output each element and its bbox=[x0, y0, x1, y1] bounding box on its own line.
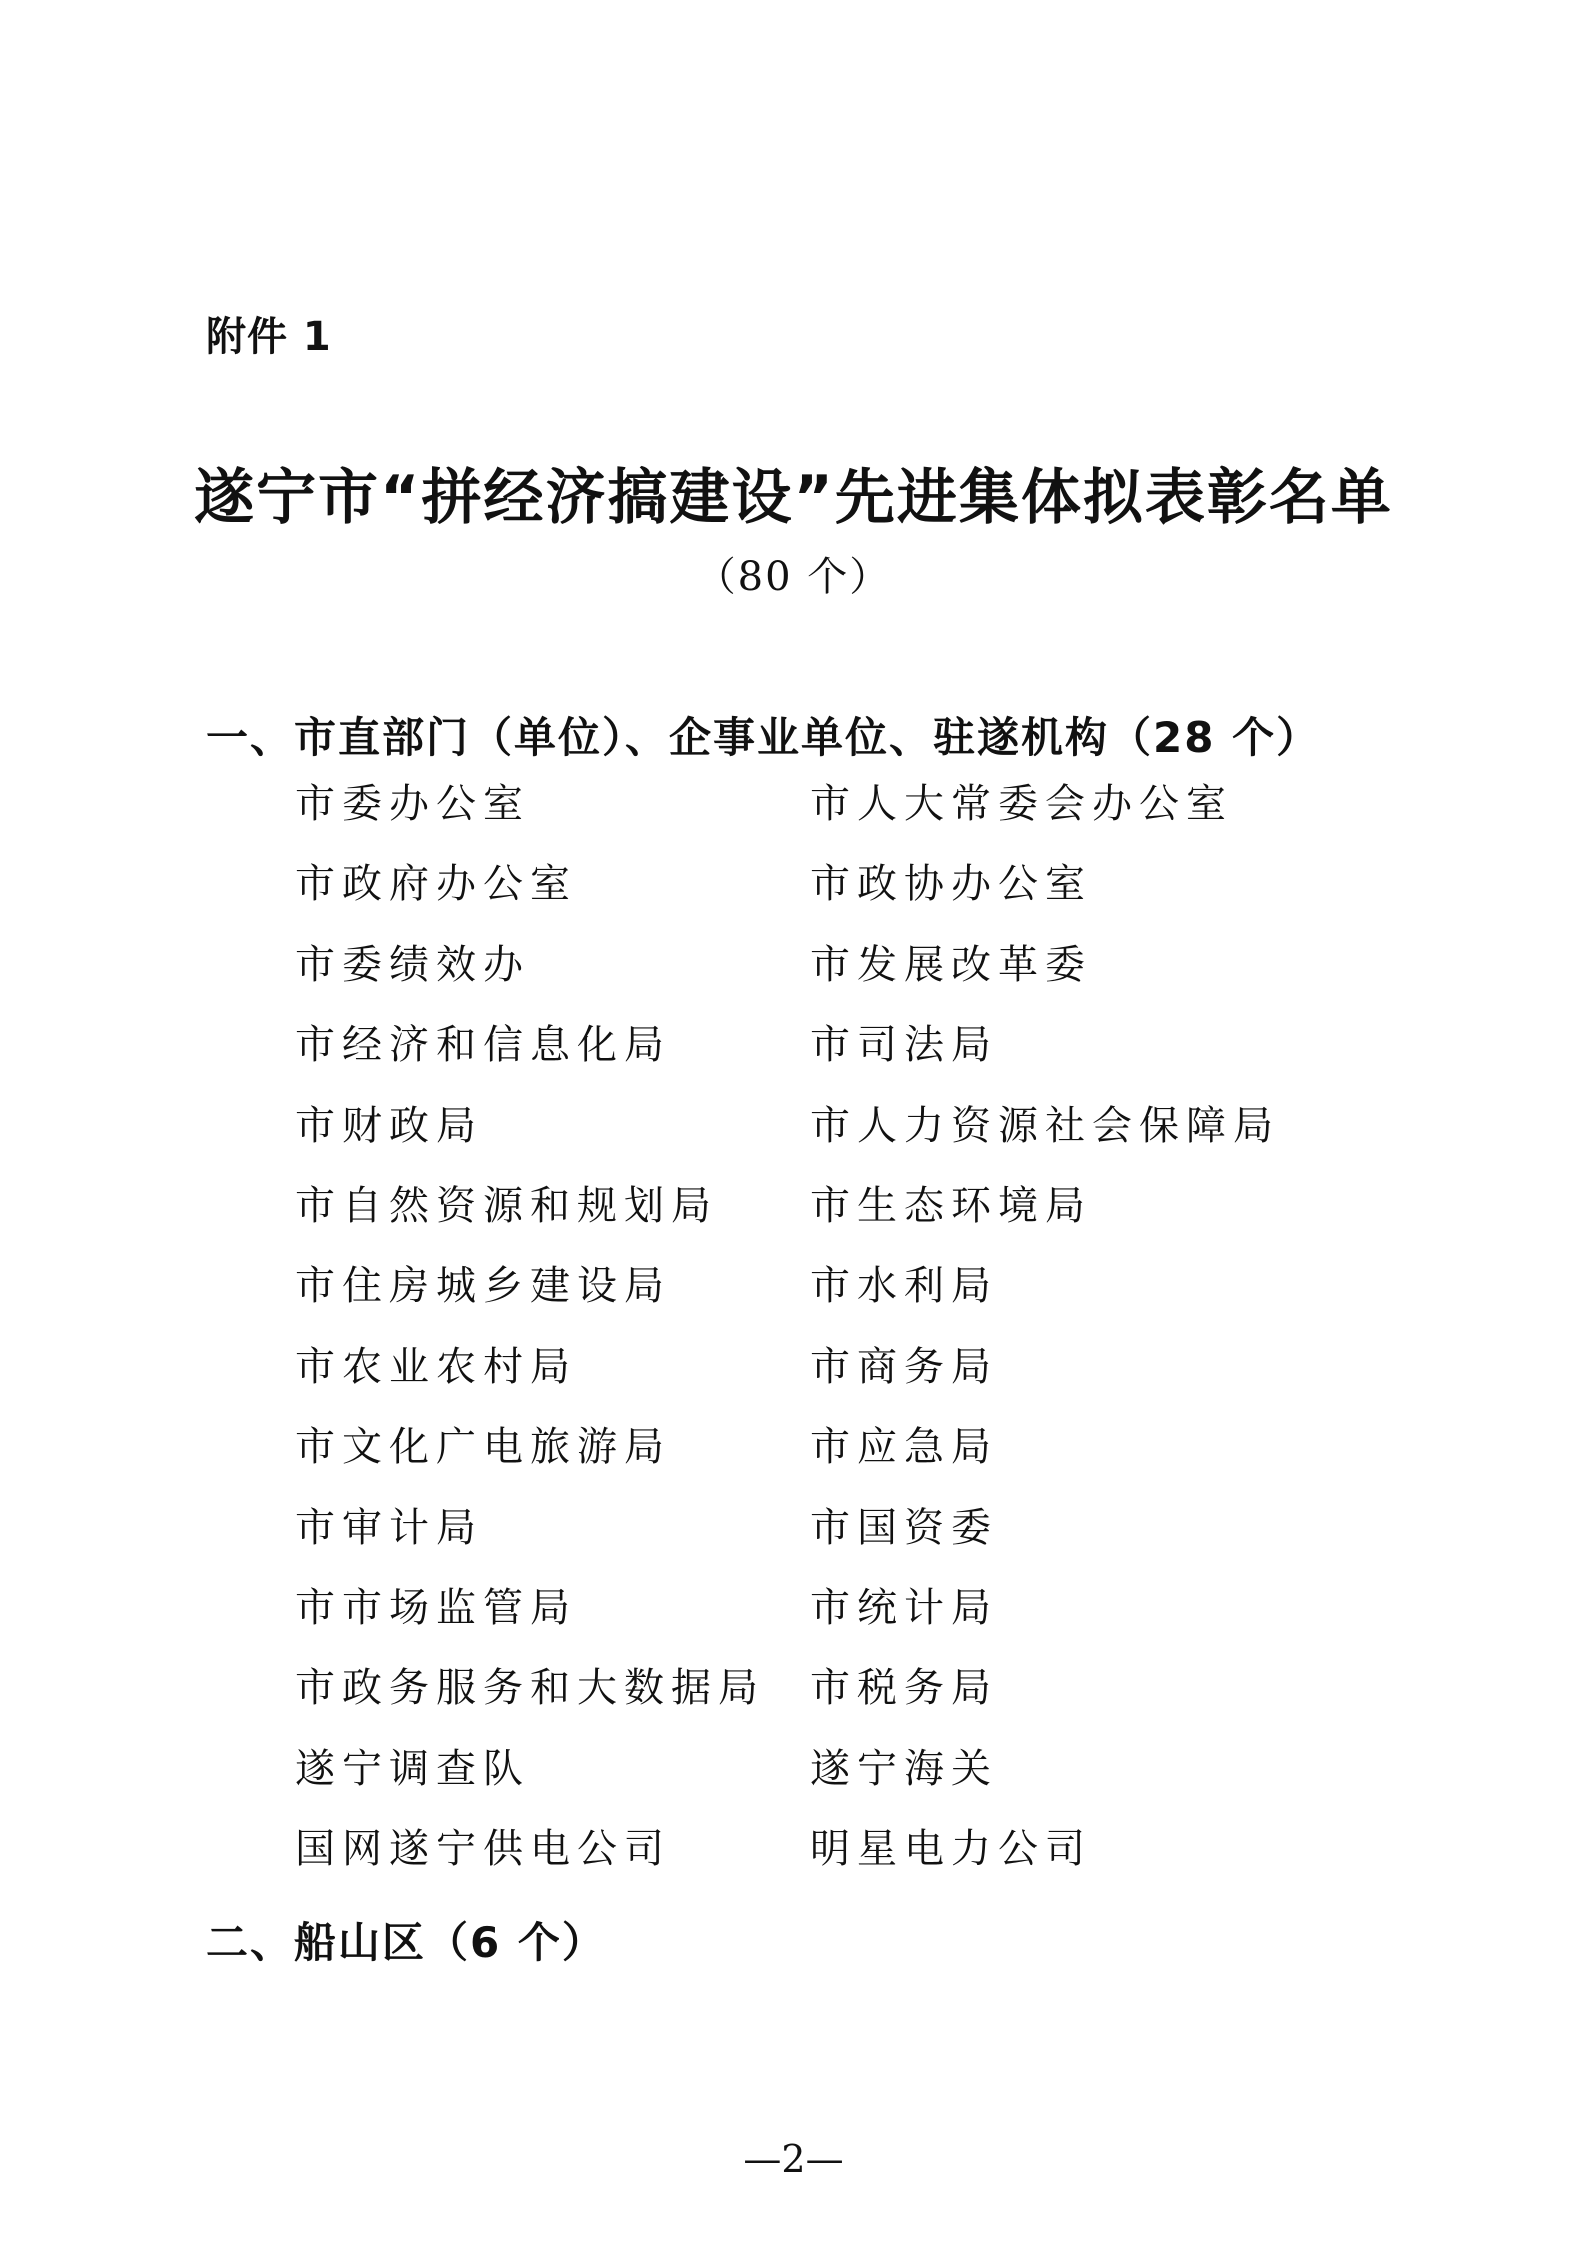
list-item: 市人大常委会办公室 bbox=[810, 781, 1233, 827]
list-item: 市发展改革委 bbox=[810, 941, 1092, 988]
total-count: （80 个） bbox=[695, 554, 892, 600]
list-item: 市财政局 bbox=[295, 1102, 483, 1149]
page-number: —2— bbox=[743, 2137, 844, 2181]
list-item: 市政务服务和大数据局 bbox=[295, 1665, 765, 1712]
list-item: 市市场监管局 bbox=[295, 1584, 577, 1631]
list-item: 市委绩效办 bbox=[295, 941, 530, 988]
list-item: 市委办公室 bbox=[295, 781, 530, 827]
list-item: 市文化广电旅游局 bbox=[295, 1424, 671, 1471]
municipal-units-list bbox=[295, 780, 1330, 1905]
list-item: 市税务局 bbox=[810, 1665, 998, 1712]
list-item: 市自然资源和规划局 bbox=[295, 1182, 718, 1229]
list-item: 国网遂宁供电公司 bbox=[295, 1826, 671, 1873]
list-item: 市人力资源社会保障局 bbox=[810, 1102, 1280, 1149]
attachment-label: 附件 1 bbox=[206, 314, 332, 360]
list-item: 市政协办公室 bbox=[810, 861, 1092, 908]
list-item: 市农业农村局 bbox=[295, 1343, 577, 1390]
list-item: 市政府办公室 bbox=[295, 861, 577, 908]
list-item: 市应急局 bbox=[810, 1424, 998, 1471]
list-item: 市审计局 bbox=[295, 1504, 483, 1551]
section-heading-chuanshan: 二、船山区（6 个） bbox=[206, 1918, 606, 1967]
list-item: 明星电力公司 bbox=[810, 1826, 1092, 1873]
list-item: 市经济和信息化局 bbox=[295, 1022, 671, 1069]
list-item: 市生态环境局 bbox=[810, 1182, 1092, 1229]
list-item: 市国资委 bbox=[810, 1504, 998, 1551]
list-item: 市司法局 bbox=[810, 1022, 998, 1069]
list-item: 遂宁海关 bbox=[810, 1745, 998, 1792]
section-heading-municipal: 一、市直部门（单位）、企事业单位、驻遂机构（28 个） bbox=[206, 713, 1321, 762]
list-item: 市住房城乡建设局 bbox=[295, 1263, 671, 1310]
list-item: 市统计局 bbox=[810, 1584, 998, 1631]
document-title: 遂宁市“拼经济搞建设”先进集体拟表彰名单 bbox=[194, 463, 1393, 533]
list-item: 市水利局 bbox=[810, 1263, 998, 1310]
list-item: 遂宁调查队 bbox=[295, 1745, 530, 1792]
list-item: 市商务局 bbox=[810, 1343, 998, 1390]
